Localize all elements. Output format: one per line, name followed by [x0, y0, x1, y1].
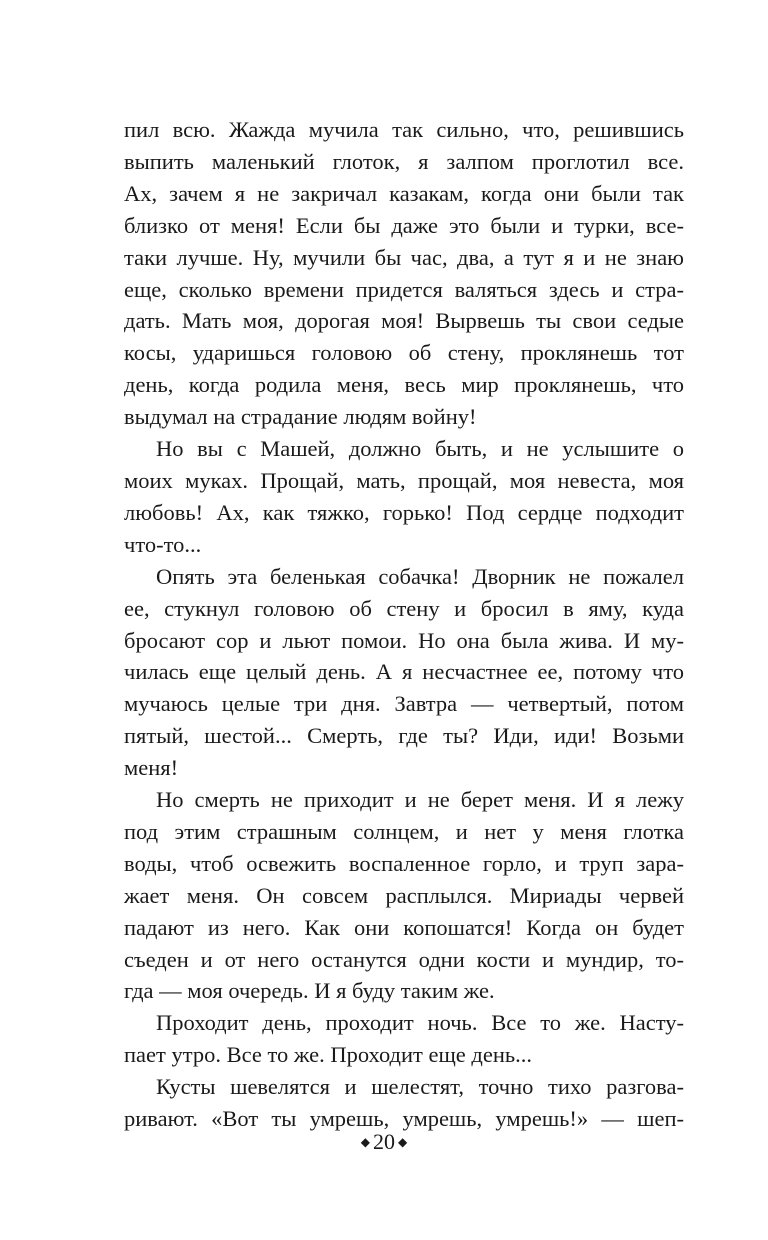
page-number-footer	[0, 1128, 768, 1158]
text-line: выпить маленький глоток, я залпом проглотил все.	[124, 148, 684, 174]
paragraph	[124, 1071, 684, 1135]
paragraph	[124, 433, 684, 561]
text-line: Ах, зачем я не закричал казакам, когда они были так	[124, 180, 684, 206]
text-line: Но смерть не приходит и не берет меня. И я лежу	[156, 787, 684, 813]
text-line: близко от меня! Если бы даже это были и турки, все-	[124, 212, 684, 238]
text-line: пятый, шестой... Смерть, где ты? Иди, иди! Возьми	[124, 723, 684, 749]
text-line: день, когда родила меня, весь мир проклянешь, что	[124, 372, 684, 398]
text-line: бросают сор и льют помои. Но она была жива. И му-	[124, 627, 684, 653]
text-line: под этим страшным солнцем, и нет у меня глотка	[124, 818, 684, 844]
text-line: чилась еще целый день. А я несчастнее ее, потому что	[124, 659, 684, 685]
text-line: моих муках. Прощай, мать, прощай, моя невеста, моя	[124, 467, 684, 493]
paragraph	[124, 561, 684, 784]
text-line: Но вы с Машей, должно быть, и не услышите о	[156, 436, 684, 462]
text-line: пил всю. Жажда мучила так сильно, что, решившись	[124, 117, 684, 142]
text-line: что-то...	[124, 531, 202, 557]
text-line: Проходит день, проходит ночь. Все то же. Насту-	[156, 1010, 684, 1036]
paragraph	[124, 114, 684, 433]
page-text	[124, 114, 684, 1135]
text-line: любовь! Ах, как тяжко, горько! Под сердце подходит	[124, 499, 684, 525]
text-line: съеден и от него останутся одни кости и мундир, то-	[124, 946, 684, 972]
text-line: мучаюсь целые три дня. Завтра — четвертый, потом	[124, 691, 684, 717]
text-line: ее, стукнул головою об стену и бросил в яму, куда	[124, 595, 684, 621]
paragraph	[124, 1007, 684, 1071]
text-line: таки лучше. Ну, мучили бы час, два, а тут я и не знаю	[124, 244, 684, 270]
text-line: еще, сколько времени придется валяться здесь и стра-	[124, 276, 684, 302]
text-line: косы, ударишься головою об стену, проклянешь тот	[124, 340, 684, 366]
page-number: 20	[373, 1129, 395, 1154]
text-line: Кусты шевелятся и шелестят, точно тихо разгова-	[156, 1074, 684, 1100]
text-line: пает утро. Все то же. Проходит еще день...	[124, 1042, 533, 1068]
text-line: Опять эта беленькая собачка! Дворник не пожалел	[156, 563, 684, 589]
text-line: гда — моя очередь. И я буду таким же.	[124, 978, 495, 1004]
ornament-right-icon: ◆	[398, 1134, 408, 1149]
ornament-left-icon: ◆	[360, 1134, 370, 1149]
text-line: воды, чтоб освежить воспаленное горло, и труп зара-	[124, 850, 684, 876]
paragraph	[124, 784, 684, 1007]
text-line: жает меня. Он совсем расплылся. Мириады червей	[124, 882, 684, 908]
text-line: выдумал на страдание людям войну!	[124, 404, 477, 430]
text-line: меня!	[124, 755, 179, 781]
text-line: ривают. «Вот ты умрешь, умрешь, умрешь!» — шеп-	[124, 1106, 684, 1132]
text-line: падают из него. Как они копошатся! Когда он будет	[124, 914, 684, 940]
text-line: дать. Мать моя, дорогая моя! Вырвешь ты свои седые	[124, 308, 684, 334]
